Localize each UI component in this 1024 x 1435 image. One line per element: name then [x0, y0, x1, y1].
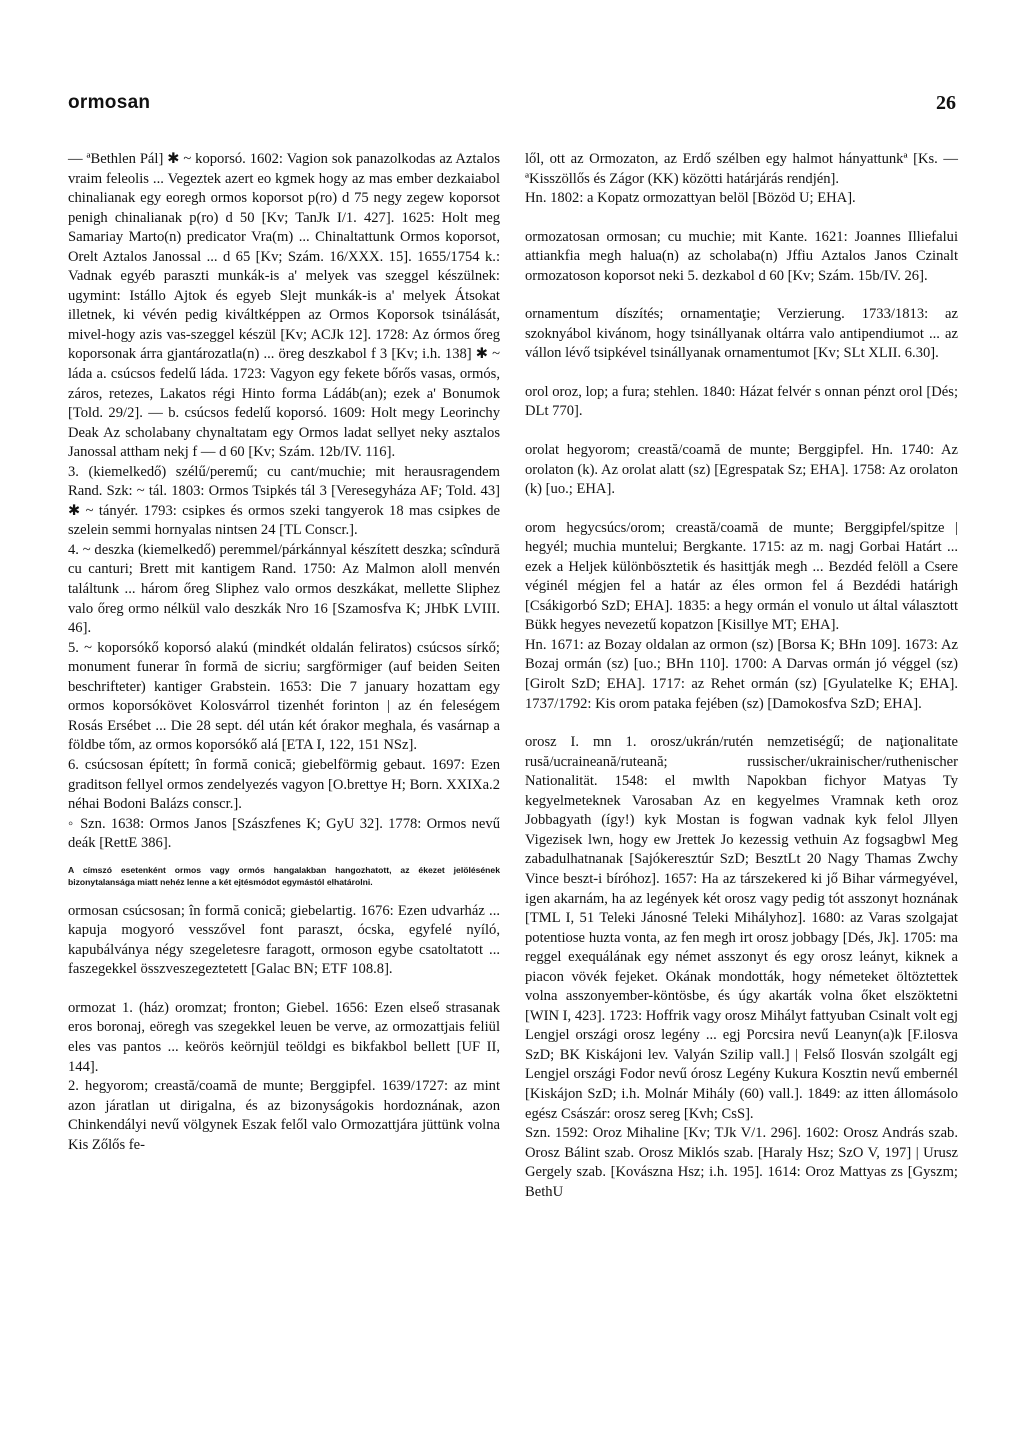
dictionary-paragraph: ormozat 1. (ház) oromzat; fronton; Giebel. 1656: Ezen elseő strasanak eros boronaj, eöregh vas szegekkel leuen be verve, az ormozattjais feliül eles vas pantos ... keörös keörnjül teöldgi es bikfakbol bellett [UF II, 144].	[68, 999, 500, 1075]
footnote: A címszó esetenként ormos vagy ormós hangalakban hangozhatott, az ékezet jelölésének bizonytalansága miatt nehéz lenne a két ejtésmódot egymástól elhatárolni.	[68, 864, 500, 887]
dictionary-paragraph: orol oroz, lop; a fura; stehlen. 1840: Házat felvér s onnan pénzt orol [Dés; DLt 770].	[525, 383, 958, 420]
dictionary-paragraph: Szn. 1592: Oroz Mihaline [Kv; TJk V/1. 296]. 1602: Orosz András szab. Orosz Bálint szab. Orosz Miklós szab. [Haraly Hsz; SzO V, 197] | Urusz Gergely szab. [Kovászna Hsz; i.h. 195]. 1614: Oroz Mattyas zs [Gyszm; BethU	[525, 1125, 958, 1200]
dictionary-paragraph: orom hegycsúcs/orom; creastă/coamă de munte; Berggipfel/spitze | hegyél; muchia muntelui; Bergkante. 1715: az m. nagj Gorbai Határt ... ezek a Heljek különbösztetik és hasittják megh ... Bezdéd felöll a Csere véginél mégjen fel a határ az éles ormon fel á Bezdédi határigh [Csákigorbó SzD; EHA]. 1835: a hegy ormán el vonulo ut által választott Bükk hegyes nevezetű kopatzon [Kisillye MT; EHA].	[525, 519, 958, 634]
dictionary-paragraph: ◦ Szn. 1638: Ormos Janos [Szászfenes K; GyU 32]. 1778: Ormos nevű deák [RettE 386].	[68, 815, 500, 852]
dictionary-paragraph: Hn. 1802: a Kopatz ormozattyan belöl [Bözöd U; EHA].	[525, 190, 856, 207]
dictionary-paragraph: 6. csúcsosan épített; în formă conică; giebelförmig gebaut. 1697: Ezen graditson fellyel ormos zendelyezés vagyon [O.brettye H; Born. XXIXa.2 néhai Bodoni Balázs conscr.].	[68, 756, 500, 813]
dictionary-paragraph: ornamentum díszítés; ornamentaţie; Verzierung. 1733/1813: az szoknyábol kivánom, hogy tsinállyanak oltárra valo antipendiumot ... az vállon lévő tsipkével tsinállyanak ornamentumot [Kv; SLt XLII. 6.30].	[525, 306, 958, 362]
dictionary-paragraph: 5. ~ koporsókő koporsó alakú (mindkét oldalán feliratos) csúcsos sírkő; monument funerar în formă de sicriu; sargförmiger (auf beiden Seiten beschrifteter) kantiger Grabstein. 1653: Die 7 january hozattam egy ormos koporsókövet Kolosvárrol tizenhét forinton | az én feleségem Rosás Ersébet ... Die 28 sept. dél után két órakor meghala, és vasárnap a földbe tőm, az ormos koporsókő alá [ETA I, 122, 151 NSz].	[68, 639, 500, 754]
right-column	[525, 150, 958, 1202]
dictionary-paragraph: — ªBethlen Pál] ✱ ~ koporsó. 1602: Vagion sok panazolkodas az Aztalos vraim feleolis ... Vegeztek azert eo kgmek hogy az mas ember dezkaiabol chinalianak egy eoregh ormos koporsot p(ro) d 75 negy zegew koporsot penigh chinalianak p(ro) d 50 [Kv; TanJk I/1. 427]. 1625: Holt meg Samariay Marto(n) predicator Vra(m) ... Chinaltattunk Ormos koporsot, Orelt Aztalos Janossal ... d 65 [Kv; Szám. 16/XXX. 15]. 1655/1754 k.: Vadnak egyéb paraszti munkák-is a' melyek vas szeggel készülnek: ugymint: Istállo Ajtok és egyeb Slejt munkák-is a' melyek Átsokat illetnek, ki vévén pedig kiváltképpen az Ormos Koporsok tsinálását, mivel-hogy azis vas-szeggel készül [Kv; ACJk 12]. 1728: Az órmos őreg koporsonak árra gjantározatla(n) ... öreg deszkabol f 3 [Kv; i.h. 138] ✱ ~ láda a. csúcsos fedelű láda. 1723: Vagyon egy fekete bőrős vasas, ormós, záros, retezes, Lakatos régi Hinto forma Ládáb(an); ezek a' Bonumok [Told. 29/2]. — b. csúcsos fedelű koporsó. 1609: Holt megy Leorinchy Deak Az scholabany chynaltatam egy Ormos ladat sellyet neky asztalos Janossal attham nekj f — d 60 [Kv; Szám. 12b/IV. 116].	[68, 151, 500, 461]
dictionary-paragraph: orolat hegyorom; creastă/coamă de munte; Berggipfel. Hn. 1740: Az orolaton (k). Az orolat alatt (sz) [Egrespatak Sz; EHA]. 1758: Az orolaton (k) [uo.; EHA].	[525, 442, 958, 498]
dictionary-paragraph: Hn. 1671: az Bozay oldalan az ormon (sz) [Borsa K; BHn 109]. 1673: Az Bozaj ormán (sz) [uo.; BHn 110]. 1700: A Darvas ormán jó véggel (sz) [Girolt SzD; EHA]. 1717: az Rehet ormán (sz) [Gyulatelke K; EHA]. 1737/1792: Kis orom pataka fejében (sz) [Damokosfva SzD; EHA].	[525, 636, 958, 712]
dictionary-paragraph: orosz I. mn 1. orosz/ukrán/rutén nemzetiségű; de naţionalitate rusă/ucraineană/ruteană; russischer/ukrainischer/ruthenischer Nationalität. 1548: el mwlth Napokban fichyor Matyas Ty kegyelmeteknek Varosaban Az en kegyelmes Vramnak keth oroz Jobbagyath (így!) kyk Mostan is fogwan vadnak kyk felol Jllyen Vigezisek lwn, hogy ew Jrettek Jo kezessig vethuin Az fogsagbwl Meg zabadulhatnanak [Sajókeresztúr SzD; BesztLt 20 Nagy Thamas Zwchy Vince beszt-i bíróhoz]. 1657: Ha az társzekered ki jő Bihar vármegyével, igen akarnám, ha az legények két orosz vagy pedig tót asszonyt hoznának [TML I, 51 Teleki Jánosné Teleki Mihályhoz]. 1680: az Varas szolgajat potentiose huzta vonta, az fen megh irt orosz jobbagy [Dés, Jk]. 1705: ma reggel exequálának egy német asszonyt és egy orosz leányt, kiknek a piacon vövék fejeket. Okának mondották, hogy németeket öltöztettek volna asszonyember-köntösbe, és úgy akarták volna őket elszöktetni [WIN I, 423]. 1723: Hoffrik vagy orosz Mihályt fattyuban Csinalt volt egj Lengjel országi orosz legény ... egj Porcsira nevű Leanyn(a)k [F.ilosva SzD; BK Kiskájoni lev. Valyán Szilip vall.] | Felső Ilosván szolgált egj Lengjel országi Fodor nevű órosz Legény Kukura Kosztin nevű embernél [Kiskájon SzD; i.h. Molnár Mihály (60) vall.]. 1849: az itten állomásolo egész Császár: orosz sereg [Kvh; CsS].	[525, 734, 959, 1122]
dictionary-paragraph: 3. (kiemelkedő) szélű/peremű; cu cant/muchie; mit herausragendem Rand. Szk: ~ tál. 1803: Ormos Tsipkés tál 3 [Veresegyháza AF; Told. 43] ✱ ~ tányér. 1793: csipkes és ormos szeki tangyerok 18 mas csipkes de szelein semmi hornyalas nintsen 24 [TL Conscr.].	[68, 463, 500, 539]
left-column	[68, 150, 500, 1155]
dictionary-paragraph: ormosan csúcsosan; în formă conică; giebelartig. 1676: Ezen udvarház ... kapuja mogyoró vesszővel font paraszt, ócska, egyfelé nyíló, kapubálványa négy szegeletesre faragott, ormoson egybe csatoltatott ... faszegekkel összveszegeztetett [Galac BN; ETF 108.8].	[68, 902, 500, 978]
running-head-word: ormosan	[68, 92, 151, 113]
dictionary-paragraph: 2. hegyorom; creastă/coamă de munte; Berggipfel. 1639/1727: az mint azon járatlan ut dirigalna, és az bizonyságokis hordoznának, azon Chinkendályi nevű völgynek Eszak felől valo Ormozattjára jüttünk volna Kis Zőlős fe-	[68, 1078, 500, 1153]
dictionary-paragraph: ormozatosan ormosan; cu muchie; mit Kante. 1621: Joannes Illiefalui attiankfia megh halua(n) az scholaba(n) Jffiu Aztalos Janos Czinalt ormozatoson koporsot neki 5. dezkabol d 60 [Kv; Szám. 15b/IV. 26].	[525, 228, 958, 284]
dictionary-paragraph: 4. ~ deszka (kiemelkedő) peremmel/párkánnyal készített deszka; scîndură cu canturi; Brett mit kantigem Rand. 1750: Az Malmon aloll menvén találtunk ... három őreg Sliphez valo ormos deszkákat, mellette Sliphez valo őreg ormo nélkül valo deszkák Nro 16 [Szamosfva K; JHbK LVIII. 46].	[68, 541, 500, 637]
page-header	[68, 92, 956, 122]
dictionary-paragraph: lől, ott az Ormozaton, az Erdő szélben egy halmot hányattunkª [Ks. — ªKisszöllős és Zágor (KK) közötti határjárás rendjén].	[525, 151, 958, 187]
page-number: 26	[936, 92, 956, 114]
